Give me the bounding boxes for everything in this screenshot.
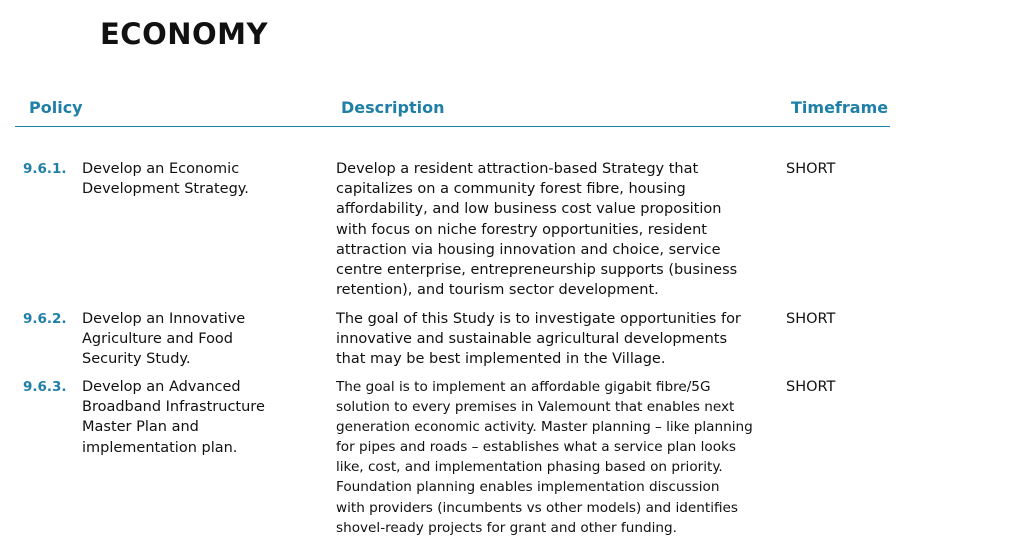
description-line: The goal of this Study is to investigate opportunities for (336, 311, 741, 327)
description-line: like, cost, and implementation phasing based on priority. (336, 459, 723, 476)
policy-text (82, 377, 317, 458)
description-line: capitalizes on a community forest fibre, housing (336, 181, 686, 198)
description-line: attraction via housing innovation and choice, service (336, 241, 721, 258)
policy-timeframe: SHORT (786, 379, 836, 395)
description-line: solution to every premises in Valemount that enables next (336, 399, 735, 416)
header-divider (15, 126, 890, 127)
policy-description (336, 309, 774, 370)
description-line: shovel-ready projects for grant and other funding. (336, 519, 677, 536)
description-line: affordability, and low business cost value proposition (336, 201, 722, 218)
policy-text (82, 159, 317, 199)
description-line: for pipes and roads – establishes what a service plan looks (336, 439, 736, 456)
description-line: with providers (incumbents vs other models) and identifies (336, 499, 738, 516)
description-line: with focus on niche forestry opportunities, resident (336, 221, 707, 238)
policy-text-line: Develop an Innovative (82, 311, 246, 327)
policy-text-line: Develop an Advanced (82, 379, 241, 395)
policy-text-line: implementation plan. (82, 439, 238, 456)
policy-text-line: Develop an Economic (82, 161, 240, 177)
description-line: centre enterprise, entrepreneurship supports (business (336, 262, 738, 279)
column-header-policy: Policy (29, 98, 83, 117)
policy-text (82, 309, 317, 370)
policy-number: 9.6.3. (23, 379, 67, 395)
policy-text-line: Broadband Infrastructure (82, 399, 265, 416)
policy-timeframe: SHORT (786, 311, 836, 327)
column-header-description: Description (341, 98, 445, 117)
description-line: retention), and tourism sector development. (336, 282, 659, 299)
description-line: generation economic activity. Master planning – like planning (336, 419, 753, 436)
policy-text-line: Agriculture and Food (82, 331, 234, 348)
description-line: The goal is to implement an affordable gigabit fibre/5G (336, 379, 711, 395)
policy-number: 9.6.1. (23, 161, 67, 177)
policy-description (336, 159, 774, 300)
policy-timeframe: SHORT (786, 161, 836, 177)
policy-text-line: Master Plan and (82, 419, 199, 436)
page-title: ECONOMY (100, 17, 269, 51)
description-line: Develop a resident attraction-based Strategy that (336, 161, 699, 177)
description-line: that may be best implemented in the Village. (336, 351, 666, 368)
policy-text-line: Security Study. (82, 351, 191, 368)
policy-description (336, 377, 776, 538)
description-line: Foundation planning enables implementation discussion (336, 479, 720, 496)
policy-text-line: Development Strategy. (82, 181, 249, 198)
column-header-timeframe: Timeframe (791, 98, 889, 117)
policy-number: 9.6.2. (23, 311, 67, 327)
description-line: innovative and sustainable agricultural developments (336, 331, 728, 348)
